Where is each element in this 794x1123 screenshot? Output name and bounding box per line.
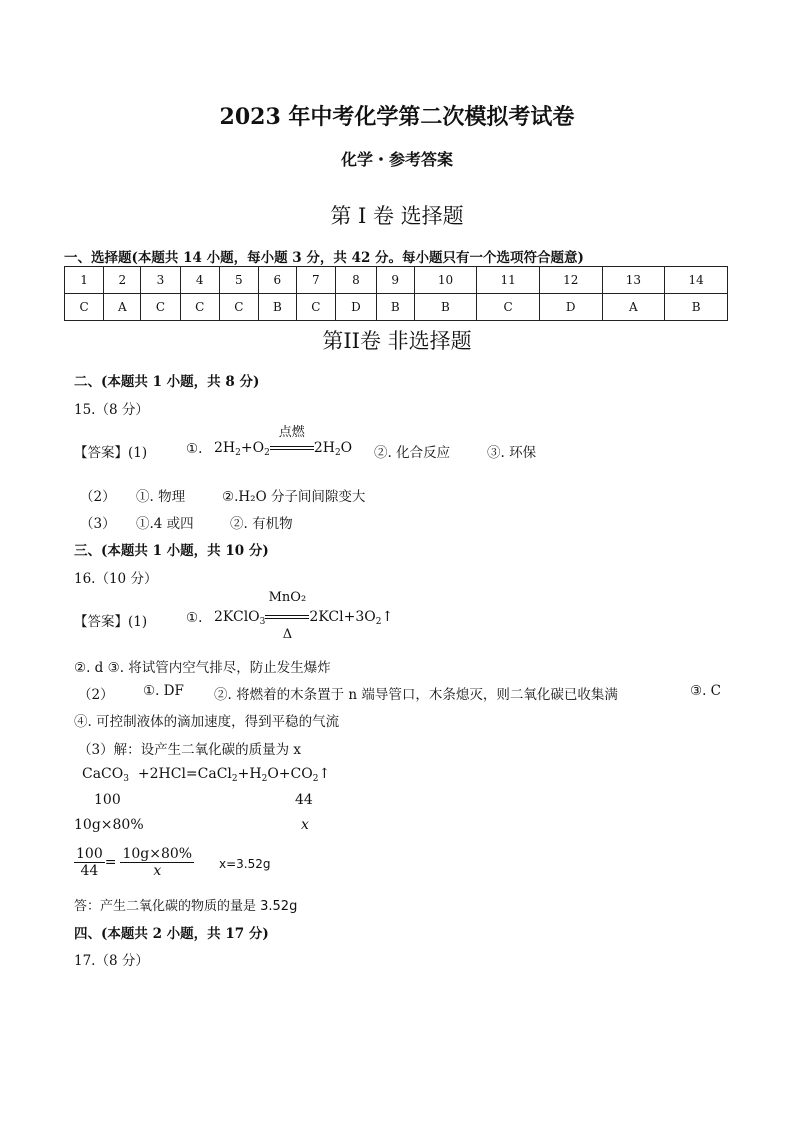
table-cell: C	[65, 294, 104, 321]
table-cell: C	[296, 294, 335, 321]
table-cell: A	[104, 294, 141, 321]
section4-heading: 四、(本题共 2 小题，共 17 分)	[74, 926, 269, 942]
answer-text: ②. d ③. 将试管内空气排尽，防止发生爆炸	[74, 660, 331, 676]
table-cell: 8	[335, 267, 376, 294]
table-cell: B	[414, 294, 477, 321]
table-cell: 13	[602, 267, 665, 294]
section1-heading: 一、选择题(本题共 14 小题，每小题 3 分，共 42 分。每小题只有一个选项符合题意)	[64, 250, 584, 266]
question-15-label: 15.（8 分）	[74, 402, 149, 418]
fraction-denominator: 44	[74, 862, 105, 879]
page-subtitle: 化学・参考答案	[340, 150, 453, 169]
table-cell: C	[141, 294, 180, 321]
table-cell: 5	[219, 267, 258, 294]
table-cell: D	[539, 294, 602, 321]
table-cell: 6	[258, 267, 296, 294]
answer-text: ①.4 或四	[136, 516, 194, 532]
table-row-answers	[65, 294, 728, 321]
table-cell: A	[602, 294, 665, 321]
proportion-equation: $\frac{100}{44}$ = $\frac{10g\times 80\%}{x}$	[76, 846, 193, 879]
part2-heading: 第II卷 非选择题	[322, 329, 472, 353]
table-cell: B	[258, 294, 296, 321]
table-cell: 2	[104, 267, 141, 294]
result-text: x=3.52g	[219, 857, 271, 871]
answer-text: ③. C	[690, 683, 722, 699]
mass-co2: x	[301, 817, 309, 833]
table-cell: 4	[180, 267, 219, 294]
table-cell: B	[376, 294, 414, 321]
fraction-numerator: 10g×80%	[122, 846, 193, 862]
question-17-label: 17.（8 分）	[74, 953, 149, 969]
marker: ①.	[186, 441, 203, 457]
table-cell: 1	[65, 267, 104, 294]
answer-label: 【答案】(1)	[74, 614, 148, 630]
answer-table	[64, 266, 728, 321]
table-cell: 12	[539, 267, 602, 294]
answer-text: ①. DF	[143, 683, 184, 699]
molar-mass-caco3: 100	[94, 792, 121, 808]
answer-text: ②. 化合反应	[374, 445, 451, 461]
answer-label: 【答案】(1)	[74, 445, 148, 461]
answer-text: ②. 将燃着的木条置于 n 端导管口，木条熄灭，则二氧化碳已收集满	[214, 687, 618, 703]
condition-label: 点燃	[278, 425, 305, 440]
table-cell: 11	[477, 267, 540, 294]
table-cell: 10	[414, 267, 477, 294]
answer-text: ③. 环保	[487, 445, 537, 461]
solution-intro: （3）解：设产生二氧化碳的质量为 x	[78, 742, 301, 758]
page-title: 2023 年中考化学第二次模拟考试卷	[219, 104, 575, 130]
section2-heading: 二、(本题共 1 小题，共 8 分)	[74, 374, 260, 390]
table-cell: 7	[296, 267, 335, 294]
conclusion-text: 答：产生二氧化碳的物质的量是 3.52g	[74, 899, 298, 914]
answer-text: ②.H₂O 分子间间隙变大	[222, 489, 366, 505]
marker: ①.	[186, 610, 203, 626]
catalyst-label: MnO₂	[268, 590, 307, 605]
table-cell: 14	[665, 267, 728, 294]
sub-question-label: （2）	[78, 687, 114, 703]
fraction-denominator: x	[120, 862, 194, 879]
fraction-numerator: 100	[76, 846, 103, 862]
equation-kclo3: 2KClO$_3$ MnO₂ Δ $2KCl+3O_2↑$	[214, 590, 394, 642]
heat-label: Δ	[282, 627, 293, 642]
molar-mass-co2: 44	[295, 792, 313, 808]
table-cell: C	[477, 294, 540, 321]
answer-text: ②. 有机物	[230, 516, 293, 532]
question-16-label: 16.（10 分）	[74, 571, 158, 587]
equation-caco3: CaCO$_3$ $+2HCl=CaCl_2+H_2O+CO_2↑$	[82, 766, 331, 784]
sub-question-label: （2）	[80, 489, 116, 505]
answer-text: ①. 物理	[136, 489, 186, 505]
mass-caco3: 10g×80%	[74, 817, 144, 833]
section3-heading: 三、(本题共 1 小题，共 10 分)	[74, 543, 269, 559]
table-row-numbers	[65, 267, 728, 294]
table-cell: C	[180, 294, 219, 321]
table-cell: D	[335, 294, 376, 321]
table-cell: 9	[376, 267, 414, 294]
answer-text: ④. 可控制液体的滴加速度，得到平稳的气流	[74, 714, 340, 730]
sub-question-label: （3）	[80, 516, 116, 532]
table-cell: B	[665, 294, 728, 321]
equation-water: $2H_2+O_2$ 点燃 $2H_2O$	[214, 440, 352, 458]
table-cell: 3	[141, 267, 180, 294]
part1-heading: 第 I 卷 选择题	[330, 204, 464, 228]
table-cell: C	[219, 294, 258, 321]
